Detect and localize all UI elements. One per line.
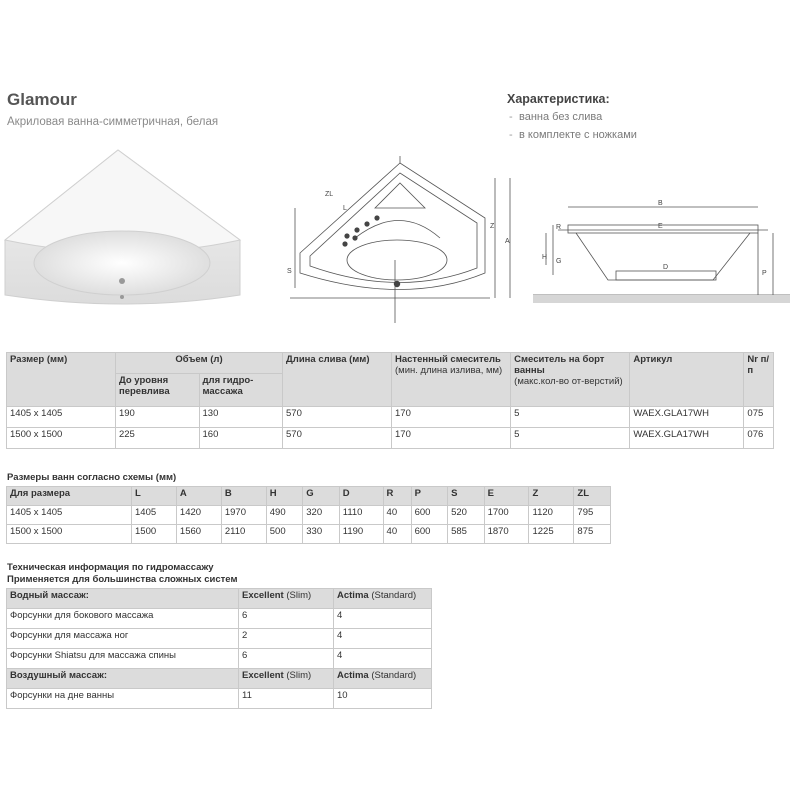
feature-item: - ванна без слива [509, 111, 603, 123]
feature-text: в комплекте с ножками [519, 129, 637, 141]
air-massage-header: Воздушный массаж: [7, 669, 239, 689]
dims-header-cell: H [266, 487, 302, 506]
table-cell: 5 [511, 407, 630, 428]
excellent-label: Excellent [242, 590, 284, 601]
table-row [7, 525, 611, 544]
table-cell: 10 [334, 689, 432, 709]
excellent-label: Excellent [242, 670, 284, 681]
features-title: Характеристика: [507, 92, 610, 106]
hydro-subtitle: Применяется для большинства сложных систем [7, 574, 238, 585]
table-cell: 2 [239, 629, 334, 649]
product-title: Glamour [7, 90, 77, 109]
dims-table [6, 486, 611, 544]
dims-header-cell: A [176, 487, 221, 506]
spec-table [6, 352, 774, 449]
table-cell: WAEX.GLA17WH [630, 428, 744, 449]
table-cell: 585 [448, 525, 484, 544]
table-row [7, 609, 432, 629]
excellent-header [239, 669, 334, 689]
dims-header-cell: S [448, 487, 484, 506]
header-rim-mixer [511, 353, 630, 407]
dims-header-cell: E [484, 487, 529, 506]
dims-table-body [7, 506, 611, 544]
dims-header-cell: Z [529, 487, 574, 506]
dims-header-cell: G [303, 487, 339, 506]
table-cell: 2110 [221, 525, 266, 544]
table-cell: 6 [239, 649, 334, 669]
excellent-slim: (Slim) [286, 670, 312, 681]
feature-text: ванна без слива [519, 111, 603, 123]
table-cell: 570 [283, 428, 392, 449]
dim-label-h: H [542, 254, 548, 261]
excellent-header [239, 589, 334, 609]
table-cell: 600 [411, 525, 447, 544]
table-cell: Форсунки для массажа ног [7, 629, 239, 649]
table-cell: 1405 x 1405 [7, 506, 132, 525]
top-view-drawing [285, 148, 520, 323]
table-cell: 1405 x 1405 [7, 407, 116, 428]
table-cell: 500 [266, 525, 302, 544]
product-subtitle: Акриловая ванна-симметричная, белая [7, 116, 219, 128]
table-cell: 320 [303, 506, 339, 525]
excellent-slim: (Slim) [286, 590, 312, 601]
table-cell: 570 [283, 407, 392, 428]
actima-label: Actima [337, 670, 369, 681]
water-massage-rows [7, 609, 432, 669]
actima-header [334, 589, 432, 609]
table-cell: 330 [303, 525, 339, 544]
dim-label-d: D [663, 264, 669, 271]
dims-header-cell: L [132, 487, 177, 506]
table-row [7, 649, 432, 669]
dim-label-b: B [658, 200, 663, 207]
dims-header-cell: B [221, 487, 266, 506]
dim-label-r: R [556, 224, 562, 231]
table-cell: 1190 [339, 525, 383, 544]
table-row [7, 689, 432, 709]
table-cell: 40 [383, 506, 411, 525]
actima-standard: (Standard) [371, 590, 417, 601]
table-cell: 600 [411, 506, 447, 525]
actima-standard: (Standard) [371, 670, 417, 681]
dim-label-a: A [505, 238, 510, 245]
dim-label-l: L [343, 205, 347, 212]
dims-header-cell: P [411, 487, 447, 506]
header-wall-mixer [392, 353, 511, 407]
dim-label-p: P [762, 270, 767, 277]
table-cell: 1870 [484, 525, 529, 544]
table-cell: 40 [383, 525, 411, 544]
table-cell: 075 [744, 407, 774, 428]
table-cell: 1500 x 1500 [7, 525, 132, 544]
table-cell: 520 [448, 506, 484, 525]
table-cell: 1120 [529, 506, 574, 525]
dim-label-z: Z [490, 223, 495, 230]
table-cell: 160 [199, 428, 283, 449]
table-cell: 1225 [529, 525, 574, 544]
side-view-drawing [528, 195, 793, 315]
table-cell: 170 [392, 428, 511, 449]
table-cell: 190 [115, 407, 199, 428]
table-cell: Форсунки для бокового массажа [7, 609, 239, 629]
table-cell: 1405 [132, 506, 177, 525]
dim-label-s: S [287, 268, 292, 275]
table-cell: 1970 [221, 506, 266, 525]
table-cell: 795 [574, 506, 611, 525]
table-row [7, 629, 432, 649]
table-cell: 076 [744, 428, 774, 449]
header-volume-overflow: До уровня перевлива [115, 374, 199, 407]
wall-mixer-label: Настенный смеситель [395, 354, 501, 365]
table-cell: 170 [392, 407, 511, 428]
table-cell: 130 [199, 407, 283, 428]
dims-header-row [7, 487, 611, 506]
header-size: Размер (мм) [7, 353, 116, 407]
table-cell: 4 [334, 649, 432, 669]
table-cell: 1560 [176, 525, 221, 544]
table-cell: 11 [239, 689, 334, 709]
table-cell: 1500 [132, 525, 177, 544]
wall-mixer-note: (мин. длина излива, мм) [395, 365, 503, 376]
spec-table-body [7, 407, 774, 449]
table-row [7, 407, 774, 428]
dims-table-title: Размеры ванн согласно схемы (мм) [7, 472, 177, 483]
air-massage-rows [7, 689, 432, 709]
table-cell: 1420 [176, 506, 221, 525]
table-cell: 1700 [484, 506, 529, 525]
actima-header [334, 669, 432, 689]
table-cell: 1500 x 1500 [7, 428, 116, 449]
header-article: Артикул [630, 353, 744, 407]
rim-mixer-label: Смеситель на борт ванны [514, 354, 605, 376]
rim-mixer-note: (макс.кол-во от-верстий) [514, 376, 623, 387]
hydro-title: Техническая информация по гидромассажу [7, 562, 214, 573]
bathtub-photo [0, 145, 250, 310]
dim-label-zl: ZL [325, 191, 334, 198]
table-cell: 4 [334, 629, 432, 649]
table-cell: 225 [115, 428, 199, 449]
dim-label-g: G [556, 258, 562, 265]
table-cell: 875 [574, 525, 611, 544]
table-cell: Форсунки на дне ванны [7, 689, 239, 709]
dims-header-cell: D [339, 487, 383, 506]
dims-header-cell: Для размера [7, 487, 132, 506]
header-volume: Объем (л) [115, 353, 282, 374]
dim-label-e: E [658, 223, 663, 230]
spec-header-row [7, 353, 774, 374]
header-number: Nr п/п [744, 353, 774, 407]
water-massage-header: Водный массаж: [7, 589, 239, 609]
hydro-table [6, 588, 432, 709]
header-drain-length: Длина слива (мм) [283, 353, 392, 407]
table-cell: 5 [511, 428, 630, 449]
header-volume-hydro: для гидро-массажа [199, 374, 283, 407]
actima-label: Actima [337, 590, 369, 601]
table-cell: Форсунки Shiatsu для массажа спины [7, 649, 239, 669]
table-cell: WAEX.GLA17WH [630, 407, 744, 428]
feature-item: - в комплекте с ножками [509, 129, 637, 141]
table-row [7, 428, 774, 449]
table-cell: 1110 [339, 506, 383, 525]
water-massage-header-row [7, 589, 432, 609]
air-massage-header-row [7, 669, 432, 689]
dims-header-cell: R [383, 487, 411, 506]
table-row [7, 506, 611, 525]
table-cell: 490 [266, 506, 302, 525]
table-cell: 6 [239, 609, 334, 629]
dims-header-cell: ZL [574, 487, 611, 506]
table-cell: 4 [334, 609, 432, 629]
